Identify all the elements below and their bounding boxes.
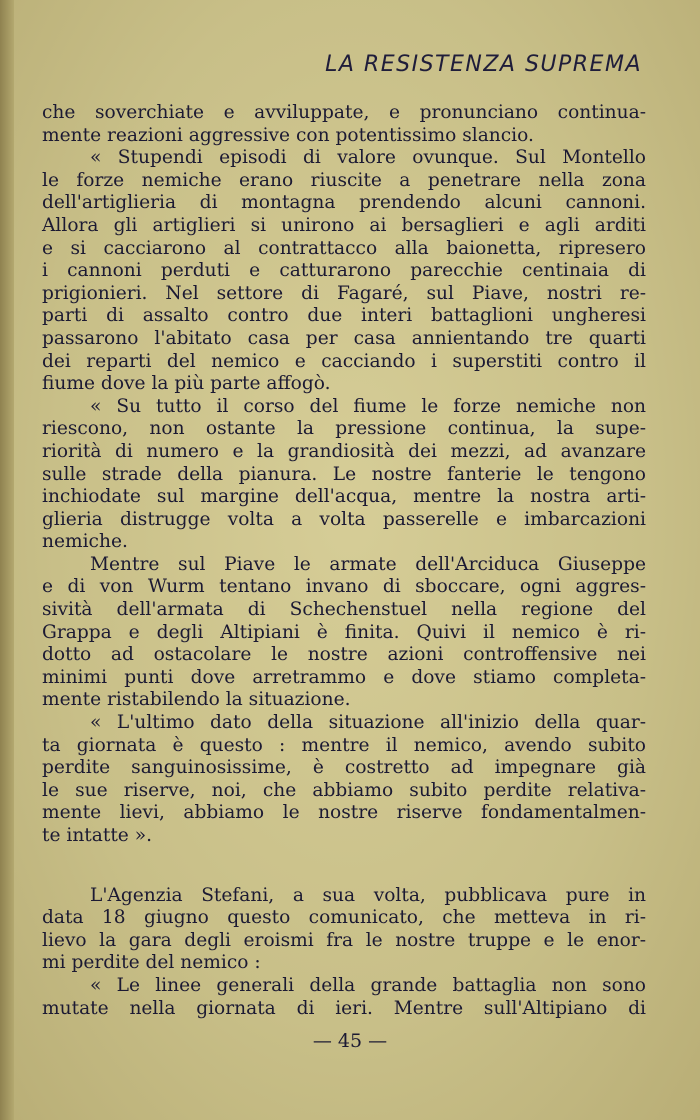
text-line: glieria distrugge volta a volta passerelle e imbarcazioni xyxy=(42,508,646,530)
text-line: ta giornata è questo : mentre il nemico, avendo subito xyxy=(42,734,646,756)
text-line: fiume dove la più parte affogò. xyxy=(42,373,331,395)
page-number: — 45 — xyxy=(312,1030,388,1052)
text-line: e di von Wurm tentano invano di sboccare, ogni aggres- xyxy=(42,576,646,598)
paragraph-gap xyxy=(42,848,646,885)
text-line: sulle strade della pianura. Le nostre fanterie le tengono xyxy=(42,463,646,485)
text-line: minimi punti dove arretrammo e dove stiamo completa- xyxy=(42,666,646,688)
text-line: mente lievi, abbiamo le nostre riserve fondamentalmen- xyxy=(42,802,646,824)
text-line: dei reparti del nemico e cacciando i superstiti contro il xyxy=(42,350,646,372)
text-line: data 18 giugno questo comunicato, che metteva in ri- xyxy=(42,907,646,929)
text-line: L'Agenzia Stefani, a sua volta, pubblicava pure in xyxy=(90,884,646,906)
text-line: riescono, non ostante la pressione continua, la supe- xyxy=(42,418,646,440)
text-line: dell'artiglieria di montagna prendendo alcuni cannoni. xyxy=(42,192,646,214)
text-line: passarono l'abitato casa per casa annientando tre quarti xyxy=(42,327,646,349)
text-line: sività dell'armata di Schechenstuel nella regione del xyxy=(42,599,646,621)
book-spine-edge xyxy=(0,0,14,1120)
text-line: le forze nemiche erano riuscite a penetrare nella zona xyxy=(42,169,646,191)
text-line: te intatte ». xyxy=(42,825,153,846)
text-line: « L'ultimo dato della situazione all'inizio della quar- xyxy=(90,712,646,734)
text-line: riorità di numero e la grandiosità dei mezzi, ad avanzare xyxy=(42,440,646,462)
text-line: Grappa e degli Altipiani è finita. Quivi il nemico è ri- xyxy=(42,621,646,643)
text-line: « Su tutto il corso del fiume le forze nemiche non xyxy=(90,395,646,417)
text-line: perdite sanguinosissime, è costretto ad impegnare già xyxy=(42,757,646,779)
text-line: i cannoni perduti e catturarono parecchie centinaia di xyxy=(42,260,646,282)
body-text xyxy=(42,102,646,1020)
text-line: mutate nella giornata di ieri. Mentre sull'Altipiano di xyxy=(42,997,646,1019)
text-line: e si cacciarono al contrattacco alla baionetta, ripresero xyxy=(42,237,646,259)
text-line: Allora gli artiglieri si unirono ai bersaglieri e agli arditi xyxy=(42,214,646,236)
running-title: LA RESISTENZA SUPREMA xyxy=(325,52,642,77)
text-line: « Le linee generali della grande battaglia non sono xyxy=(90,974,646,996)
text-line: parti di assalto contro due interi battaglioni ungheresi xyxy=(42,305,646,327)
text-line: mi perdite del nemico : xyxy=(42,952,261,974)
text-line: lievo la gara degli eroismi fra le nostre truppe e le enor- xyxy=(42,929,646,951)
text-line: che soverchiate e avviluppate, e pronunciano continua- xyxy=(42,102,646,123)
text-line: nemiche. xyxy=(42,531,128,553)
text-line: Mentre sul Piave le armate dell'Arciduca Giuseppe xyxy=(90,553,646,575)
text-line: mente reazioni aggressive con potentissimo slancio. xyxy=(42,124,534,146)
text-line: dotto ad ostacolare le nostre azioni controffensive nei xyxy=(42,644,646,666)
text-line: « Stupendi episodi di valore ovunque. Sul Montello xyxy=(90,147,646,169)
text-line: inchiodate sul margine dell'acqua, mentre la nostra arti- xyxy=(42,486,646,508)
text-line: mente ristabilendo la situazione. xyxy=(42,689,351,711)
text-line: prigionieri. Nel settore di Fagaré, sul Piave, nostri re- xyxy=(42,282,646,304)
text-line: le sue riserve, noi, che abbiamo subito perdite relativa- xyxy=(42,779,646,801)
